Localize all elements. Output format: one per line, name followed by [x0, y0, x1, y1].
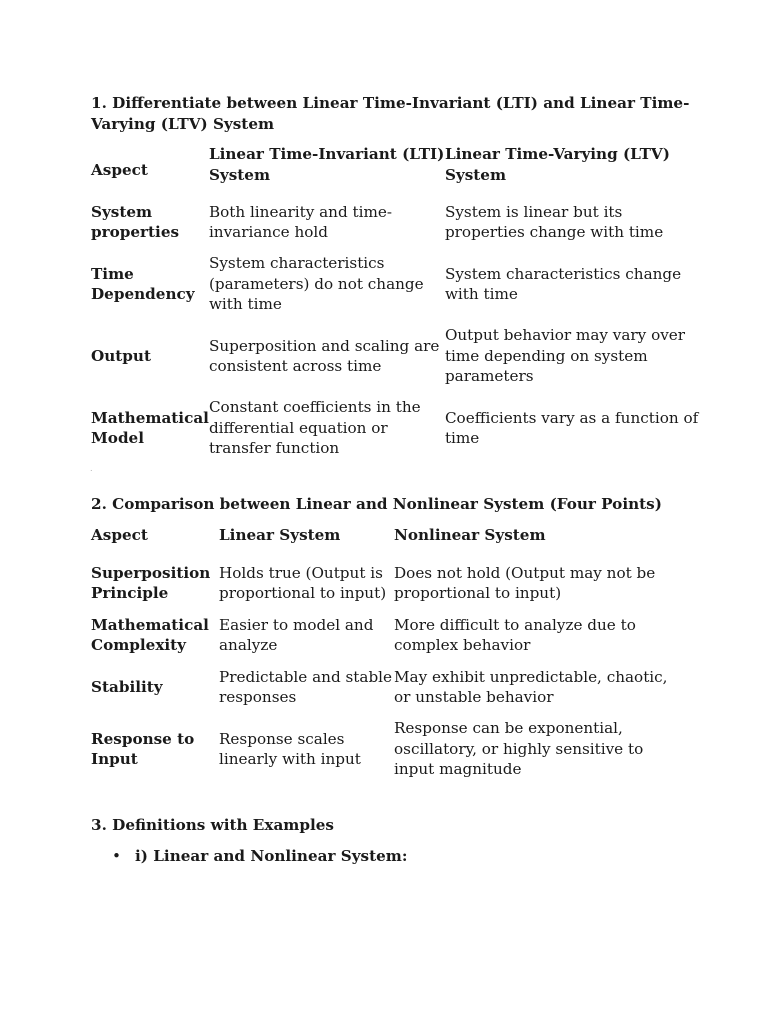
lti-ltv-table — [91, 144, 705, 464]
table-cell: May exhibit unpredictable, chaotic, or unstable behavior — [394, 667, 668, 706]
header-cell: Aspect — [91, 160, 148, 179]
table-row — [91, 196, 705, 248]
section3-heading: 3. Definitions with Examples — [91, 816, 334, 834]
table-cell: Output behavior may vary over time depending on system parameters — [444, 326, 686, 386]
table-cell: Superposition and scaling are consistent across time — [208, 336, 440, 375]
row-label: Mathematical Model — [91, 408, 209, 447]
row-label: Output — [91, 346, 151, 365]
section2-heading: 2. Comparison between Linear and Nonlinear System (Four Points) — [91, 495, 662, 513]
header-cell: Linear System — [219, 526, 341, 544]
row-label: Time Dependency — [91, 264, 195, 303]
table-row — [91, 320, 705, 392]
header-cell: Linear Time-Varying (LTV) System — [444, 145, 670, 184]
row-label: Superposition Principle — [91, 563, 211, 602]
header-cell: Nonlinear System — [394, 526, 546, 544]
table-row — [91, 248, 705, 320]
table-row — [91, 661, 684, 713]
table-header-row — [91, 144, 705, 196]
header-cell: Aspect — [91, 526, 148, 544]
table-cell: Response scales linearly with input — [219, 729, 361, 768]
list-item-label: i) Linear and Nonlinear System: — [135, 847, 408, 865]
section1-heading: 1. Differentiate between Linear Time-Invariant (LTI) and Linear Time-Varying (LTV) System — [91, 94, 690, 133]
table-cell: System is linear but its properties change with time — [444, 202, 664, 241]
header-cell: Linear Time-Invariant (LTI) System — [208, 145, 445, 184]
table-cell: Does not hold (Output may not be proportional to input) — [394, 563, 656, 602]
linear-nonlinear-table — [91, 525, 684, 785]
table-row — [91, 392, 705, 464]
table-cell: Coefficients vary as a function of time — [444, 408, 699, 447]
row-label: Stability — [91, 677, 163, 696]
table-cell: Easier to model and analyze — [219, 615, 374, 654]
table-cell: System characteristics (parameters) do not change with time — [208, 254, 424, 314]
table-cell: Predictable and stable responses — [219, 667, 393, 706]
table-cell: More difficult to analyze due to complex behavior — [394, 615, 636, 654]
table-row — [91, 713, 684, 785]
table-row — [91, 557, 684, 609]
stray-mark: . — [90, 464, 93, 473]
table-cell: Holds true (Output is proportional to input) — [219, 563, 387, 602]
table-row — [91, 609, 684, 661]
table-cell: System characteristics change with time — [444, 264, 682, 303]
table-cell: Response can be exponential, oscillatory, or highly sensitive to input magnitude — [394, 719, 644, 779]
row-label: System properties — [91, 202, 180, 241]
table-cell: Both linearity and time-invariance hold — [208, 202, 392, 241]
table-cell: Constant coefficients in the differential equation or transfer function — [208, 398, 421, 458]
bullet-icon: • — [112, 847, 121, 865]
list-item — [91, 846, 407, 867]
definitions-list — [91, 846, 407, 867]
table-header-row — [91, 525, 684, 557]
row-label: Mathematical Complexity — [91, 615, 209, 654]
row-label: Response to Input — [91, 729, 195, 768]
